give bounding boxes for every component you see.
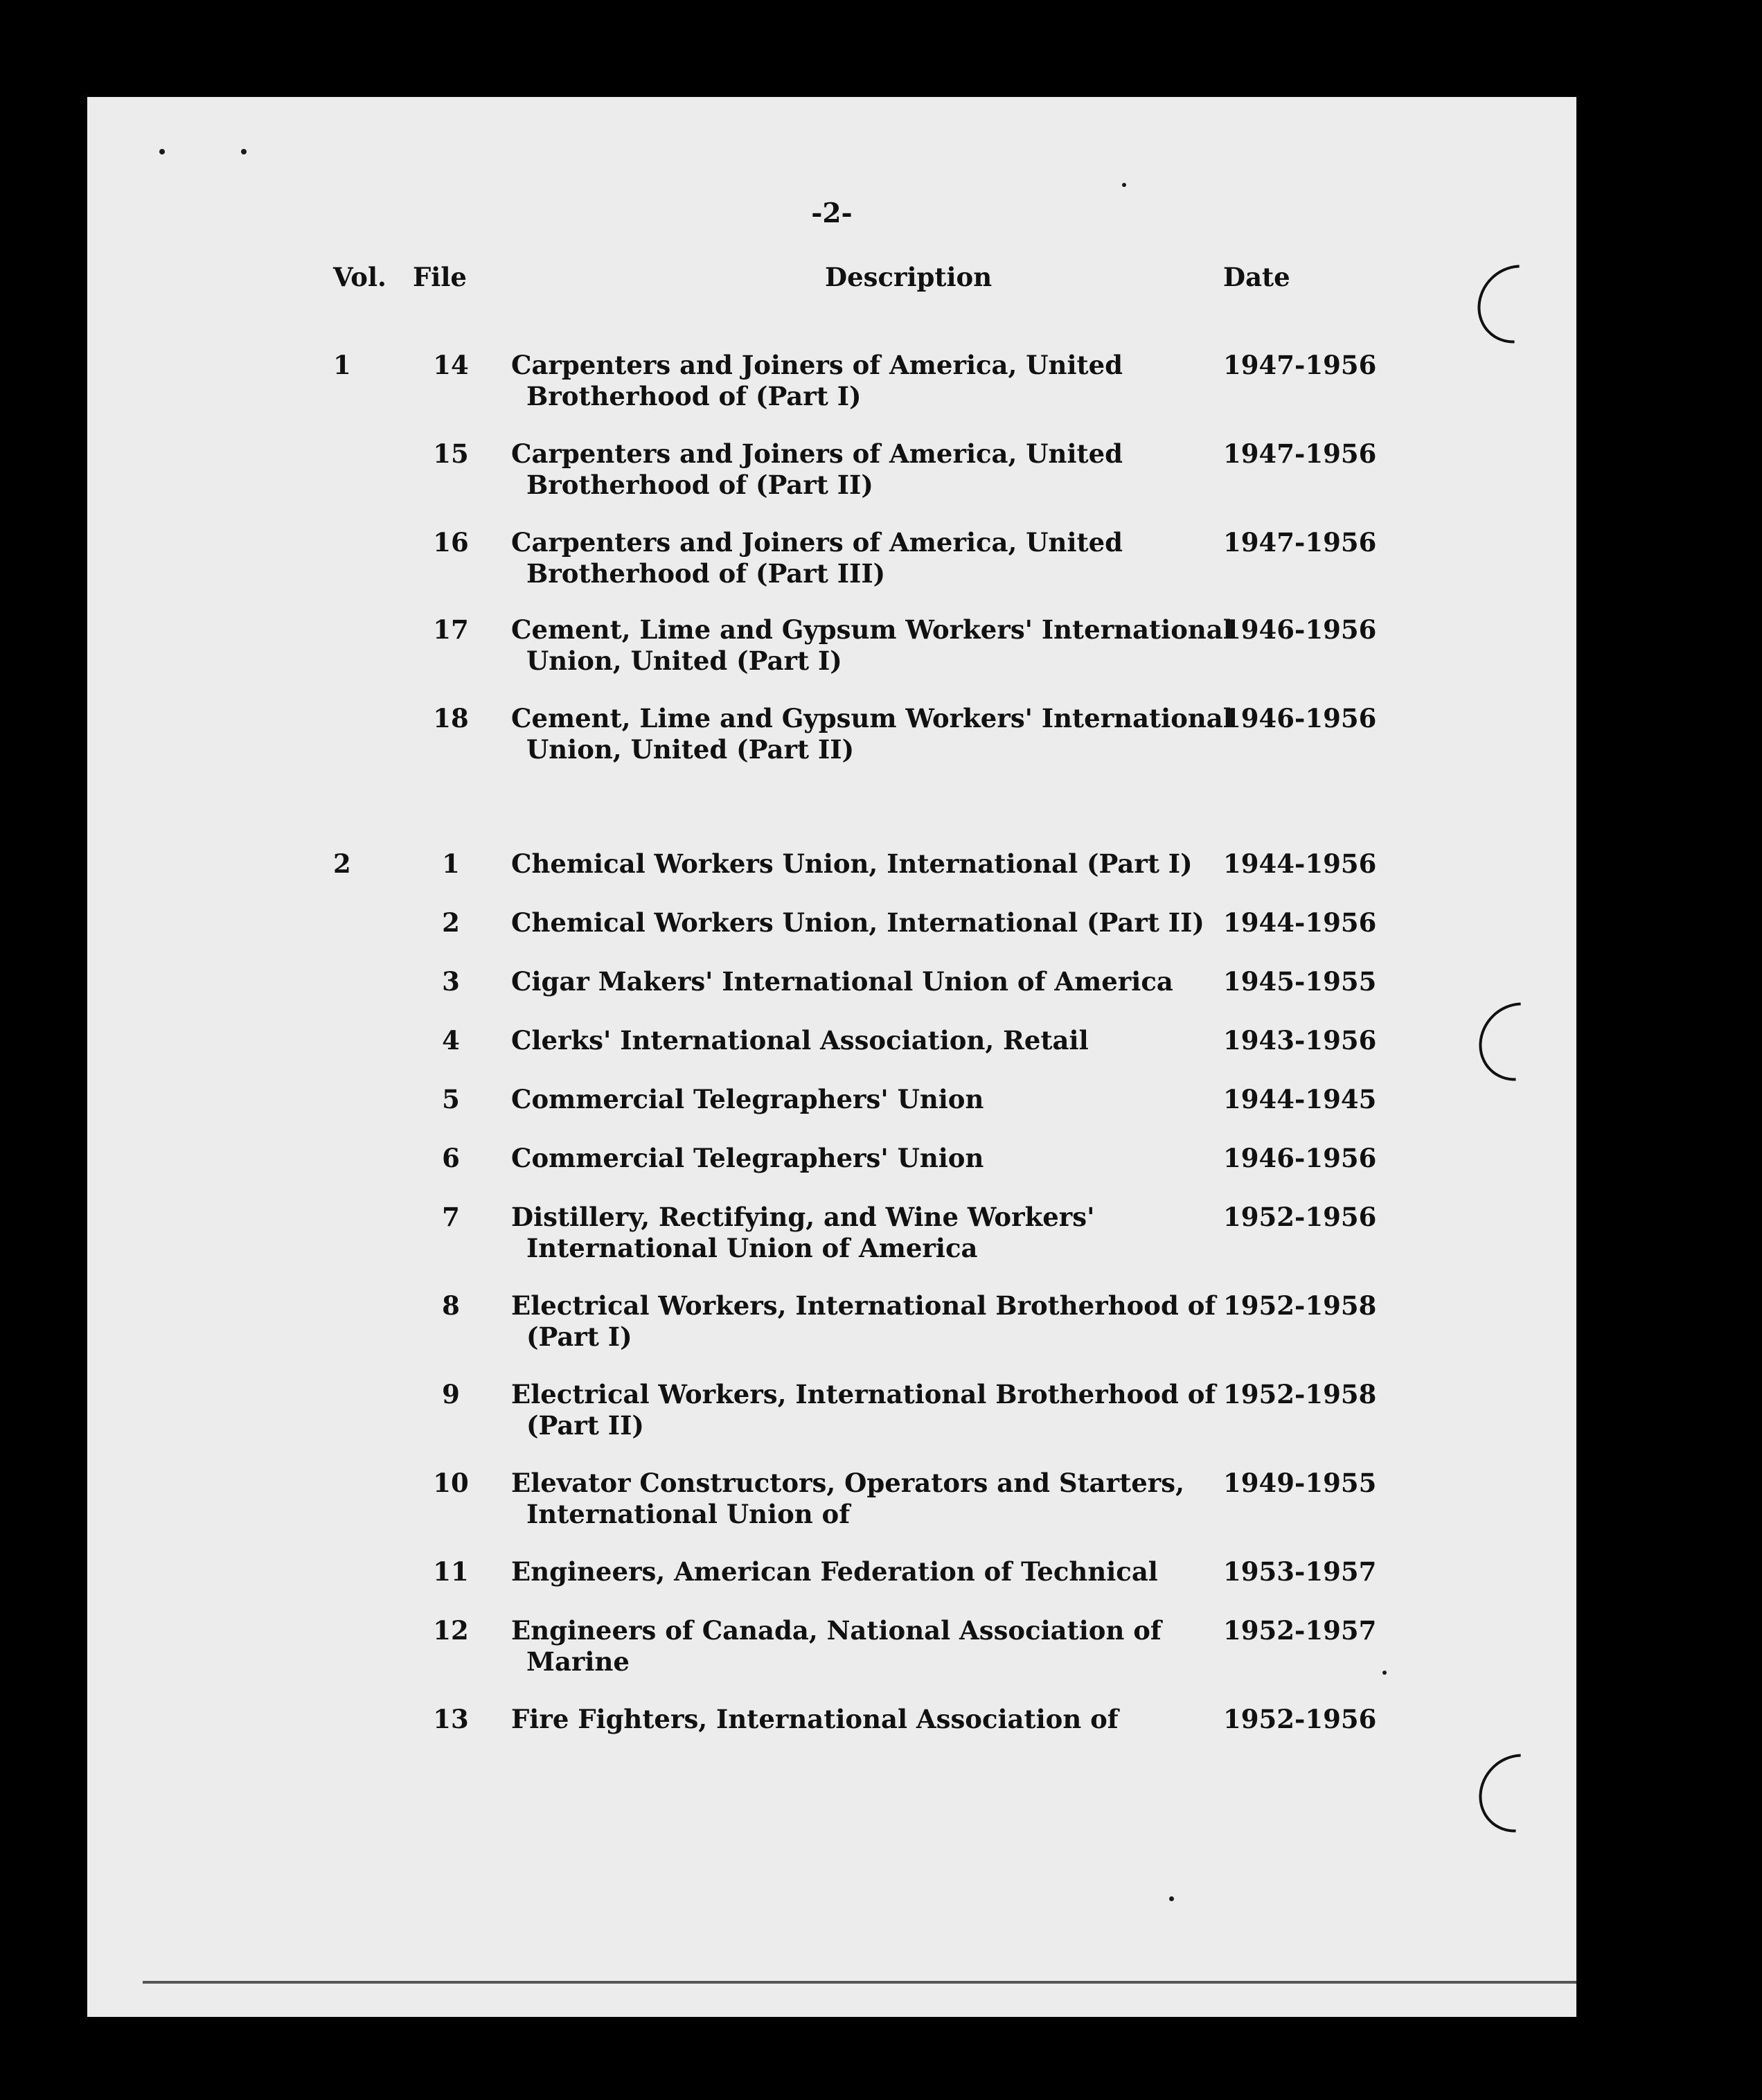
row-description-line2: (Part I) [526, 1322, 632, 1352]
row-file: 13 [433, 1704, 469, 1734]
row-file: 4 [442, 1025, 460, 1056]
row-date: 1946-1956 [1223, 703, 1377, 733]
row-description-line1: Fire Fighters, International Association of [511, 1704, 1119, 1734]
row-description-line1: Carpenters and Joiners of America, United [511, 350, 1123, 380]
row-description-line2: Brotherhood of (Part III) [526, 558, 886, 589]
row-date: 1944-1945 [1223, 1084, 1377, 1114]
row-file: 16 [433, 527, 469, 558]
row-date: 1952-1958 [1223, 1290, 1377, 1321]
row-description-line1: Chemical Workers Union, International (Part II) [511, 907, 1204, 938]
row-description-line2: International Union of America [526, 1233, 978, 1263]
row-file: 12 [433, 1615, 469, 1646]
header-file: File [413, 262, 467, 292]
row-description-line1: Electrical Workers, International Brotherhood of [511, 1379, 1216, 1409]
row-file: 3 [442, 966, 460, 997]
row-date: 1952-1958 [1223, 1379, 1377, 1409]
row-description-line1: Distillery, Rectifying, and Wine Workers' [511, 1202, 1095, 1232]
header-vol: Vol. [333, 262, 386, 292]
header-description: Description [825, 262, 993, 292]
row-date: 1946-1956 [1223, 1143, 1377, 1173]
scan-speck [241, 149, 247, 154]
row-date: 1946-1956 [1223, 614, 1377, 645]
row-file: 9 [442, 1379, 460, 1409]
scan-speck [1382, 1671, 1387, 1675]
row-date: 1945-1955 [1223, 966, 1377, 997]
row-description-line1: Engineers of Canada, National Association of [511, 1615, 1162, 1646]
row-description-line2: Union, United (Part I) [526, 646, 842, 676]
document-page [87, 97, 1576, 2017]
row-file: 7 [442, 1202, 460, 1232]
row-date: 1952-1957 [1223, 1615, 1377, 1646]
scan-speck [1169, 1896, 1174, 1901]
row-description-line2: Brotherhood of (Part II) [526, 470, 873, 500]
row-file: 17 [433, 614, 469, 645]
row-file: 5 [442, 1084, 460, 1114]
scan-speck [1122, 183, 1126, 187]
row-description-line2: (Part II) [526, 1410, 644, 1441]
row-vol: 2 [333, 848, 351, 879]
row-file: 10 [433, 1468, 469, 1498]
row-file: 15 [433, 438, 469, 469]
row-description-line1: Cigar Makers' International Union of America [511, 966, 1173, 997]
row-description-line1: Engineers, American Federation of Technical [511, 1556, 1158, 1587]
row-vol: 1 [333, 350, 351, 380]
row-date: 1943-1956 [1223, 1025, 1377, 1056]
bottom-rule [143, 1981, 1576, 1984]
row-description-line2: Brotherhood of (Part I) [526, 381, 862, 411]
punch-hole-mark [1461, 249, 1572, 359]
punch-hole-mark [1463, 986, 1574, 1097]
row-description-line2: Union, United (Part II) [526, 734, 855, 765]
row-date: 1944-1956 [1223, 848, 1377, 879]
row-file: 2 [442, 907, 460, 938]
row-date: 1947-1956 [1223, 350, 1377, 380]
row-file: 1 [442, 848, 460, 879]
row-file: 11 [433, 1556, 469, 1587]
row-description-line1: Commercial Telegraphers' Union [511, 1143, 984, 1173]
row-date: 1953-1957 [1223, 1556, 1377, 1587]
row-description-line1: Cement, Lime and Gypsum Workers' International [511, 703, 1233, 733]
row-description-line1: Commercial Telegraphers' Union [511, 1084, 984, 1114]
row-description-line1: Elevator Constructors, Operators and Starters, [511, 1468, 1184, 1498]
row-description-line1: Clerks' International Association, Retail [511, 1025, 1089, 1056]
page-number: -2- [811, 197, 853, 229]
row-date: 1947-1956 [1223, 438, 1377, 469]
row-file: 14 [433, 350, 469, 380]
scan-speck [159, 149, 165, 154]
row-date: 1944-1956 [1223, 907, 1377, 938]
row-description-line1: Carpenters and Joiners of America, United [511, 438, 1123, 469]
row-date: 1947-1956 [1223, 527, 1377, 558]
row-description-line2: Marine [526, 1646, 630, 1677]
row-date: 1949-1955 [1223, 1468, 1377, 1498]
row-date: 1952-1956 [1223, 1202, 1377, 1232]
punch-hole-mark [1463, 1738, 1574, 1849]
row-file: 6 [442, 1143, 460, 1173]
row-file: 8 [442, 1290, 460, 1321]
row-file: 18 [433, 703, 469, 733]
row-date: 1952-1956 [1223, 1704, 1377, 1734]
row-description-line1: Carpenters and Joiners of America, United [511, 527, 1123, 558]
row-description-line2: International Union of [526, 1499, 851, 1529]
row-description-line1: Chemical Workers Union, International (Part I) [511, 848, 1193, 879]
header-date: Date [1223, 262, 1290, 292]
row-description-line1: Electrical Workers, International Brotherhood of [511, 1290, 1216, 1321]
row-description-line1: Cement, Lime and Gypsum Workers' International [511, 614, 1233, 645]
